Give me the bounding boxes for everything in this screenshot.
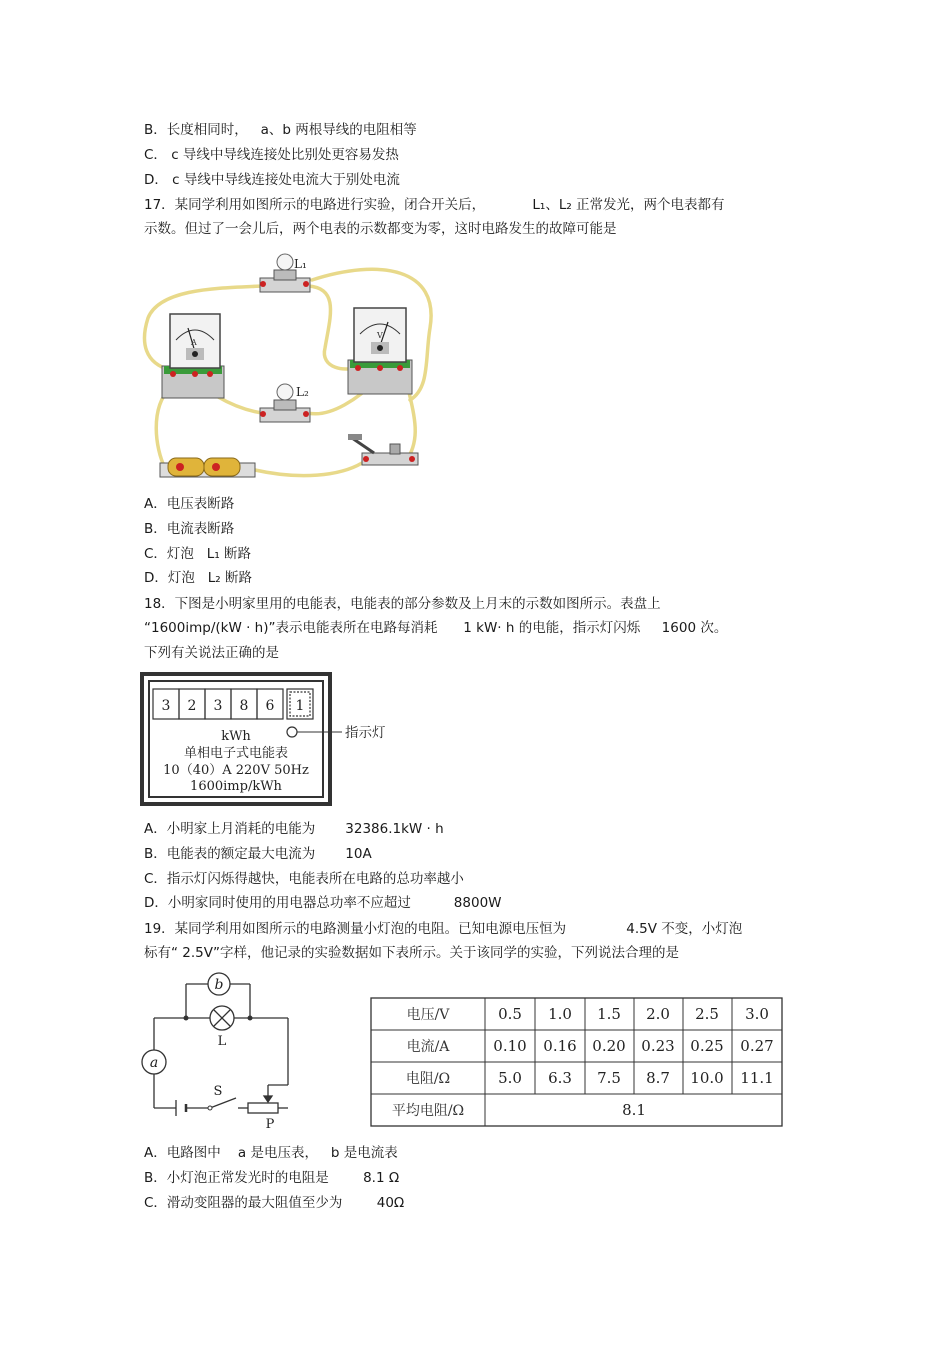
voltage-cell: 2.5 [695,1005,719,1023]
resistance-cell: 8.7 [646,1069,670,1087]
q18-option-d: D．小明家同时使用的用电器总功率不应超过 8800W [144,895,502,911]
voltage-cell: 3.0 [745,1005,769,1023]
resistance-cell: 6.3 [548,1069,572,1087]
voltage-cell: 2.0 [646,1005,670,1023]
current-cell: 0.16 [543,1037,577,1055]
lamp-label: L [217,1034,227,1049]
header-average: 平均电阻/Ω [391,1103,465,1119]
q16-option-d: D． c 导线中导线连接处电流大于别处电流 [144,172,400,188]
current-cell: 0.25 [690,1037,724,1055]
header-current: 电流/A [406,1039,450,1055]
switch-label: S [213,1084,223,1099]
resistance-cell: 7.5 [597,1069,621,1087]
meter-a-label: a [149,1055,159,1071]
q19-stem-line1: 19．某同学利用如图所示的电路测量小灯泡的电阻。已知电源电压恒为 4.5V 不变，小灯泡 [144,921,743,937]
q17-option-c: C．灯泡 L₁ 断路 [144,546,252,562]
voltmeter-label: V [377,331,383,340]
q18-option-b: B．电能表的额定最大电流为 10A [144,846,372,862]
q17-option-b: B．电流表断路 [144,521,235,537]
q17-stem-line2: 示数。但过了一会儿后，两个电表的示数都变为零，这时电路发生的故障可能是 [144,221,617,237]
voltage-cell: 0.5 [498,1005,522,1023]
q18-stem-line3: 下列有关说法正确的是 [144,645,279,661]
resistance-cell: 5.0 [498,1069,522,1087]
ammeter-label: A [191,338,197,347]
q18-stem-line2: “1600imp/(kW · h)”表示电能表所在电路每消耗 1 kW· h 的电能，指示灯闪烁 1600 次。 [144,620,728,636]
current-cell: 0.27 [740,1037,774,1055]
q19-option-a: A．电路图中 a 是电压表， b 是电流表 [144,1145,398,1161]
resistance-cell: 10.0 [690,1069,724,1087]
meter-digit-6: 1 [295,698,305,714]
slider-label: P [265,1117,275,1132]
q19-option-c: C．滑动变阻器的最大阻值至少为 40Ω [144,1195,405,1211]
current-cell: 0.20 [592,1037,626,1055]
average-cell: 8.1 [622,1101,646,1119]
q18-option-c: C．指示灯闪烁得越快，电能表所在电路的总功率越小 [144,871,464,887]
meter-b-label: b [214,977,224,993]
meter-digit-4: 8 [239,698,249,714]
current-cell: 0.23 [641,1037,675,1055]
q19-circuit-diagram [138,970,298,1135]
meter-name: 单相电子式电能表 [183,746,289,761]
meter-spec: 10（40）A 220V 50Hz [163,763,309,778]
q17-option-a: A．电压表断路 [144,496,235,512]
q17-option-d: D．灯泡 L₂ 断路 [144,570,252,586]
meter-imp: 1600imp/kWh [190,779,282,794]
q18-energy-meter [140,672,400,808]
q18-option-a: A．小明家上月消耗的电能为 32386.1kW · h [144,821,444,837]
current-cell: 0.10 [493,1037,527,1055]
q19-data-table [370,997,784,1129]
voltage-cell: 1.5 [597,1005,621,1023]
meter-digit-3: 3 [213,698,223,714]
meter-digit-5: 6 [265,698,275,714]
q16-option-c: C． c 导线中导线连接处比别处更容易发热 [144,147,399,163]
q17-circuit-photo [140,248,440,488]
q17-stem-line1: 17．某同学利用如图所示的电路进行实验，闭合开关后， L₁、L₂ 正常发光，两个电表都有 [144,197,725,213]
bulb-l2-label: L₂ [296,385,309,399]
header-voltage: 电压/V [406,1007,450,1023]
q18-stem-line1: 18．下图是小明家里用的电能表，电能表的部分参数及上月末的示数如图所示。表盘上 [144,596,661,612]
q16-option-b: B．长度相同时， a、b 两根导线的电阻相等 [144,122,417,138]
q19-option-b: B．小灯泡正常发光时的电阻是 8.1 Ω [144,1170,400,1186]
indicator-light [287,727,297,737]
meter-digit-1: 3 [161,698,171,714]
resistance-cell: 11.1 [740,1069,774,1087]
bulb-l1-label: L₁ [294,257,307,271]
meter-digit-2: 2 [187,698,197,714]
q19-stem-line2: 标有“ 2.5V”字样，他记录的实验数据如下表所示。关于该同学的实验，下列说法合理的是 [144,945,679,961]
meter-unit: kWh [221,729,251,744]
voltage-cell: 1.0 [548,1005,572,1023]
indicator-label: 指示灯 [345,725,386,741]
header-resistance: 电阻/Ω [405,1071,451,1087]
